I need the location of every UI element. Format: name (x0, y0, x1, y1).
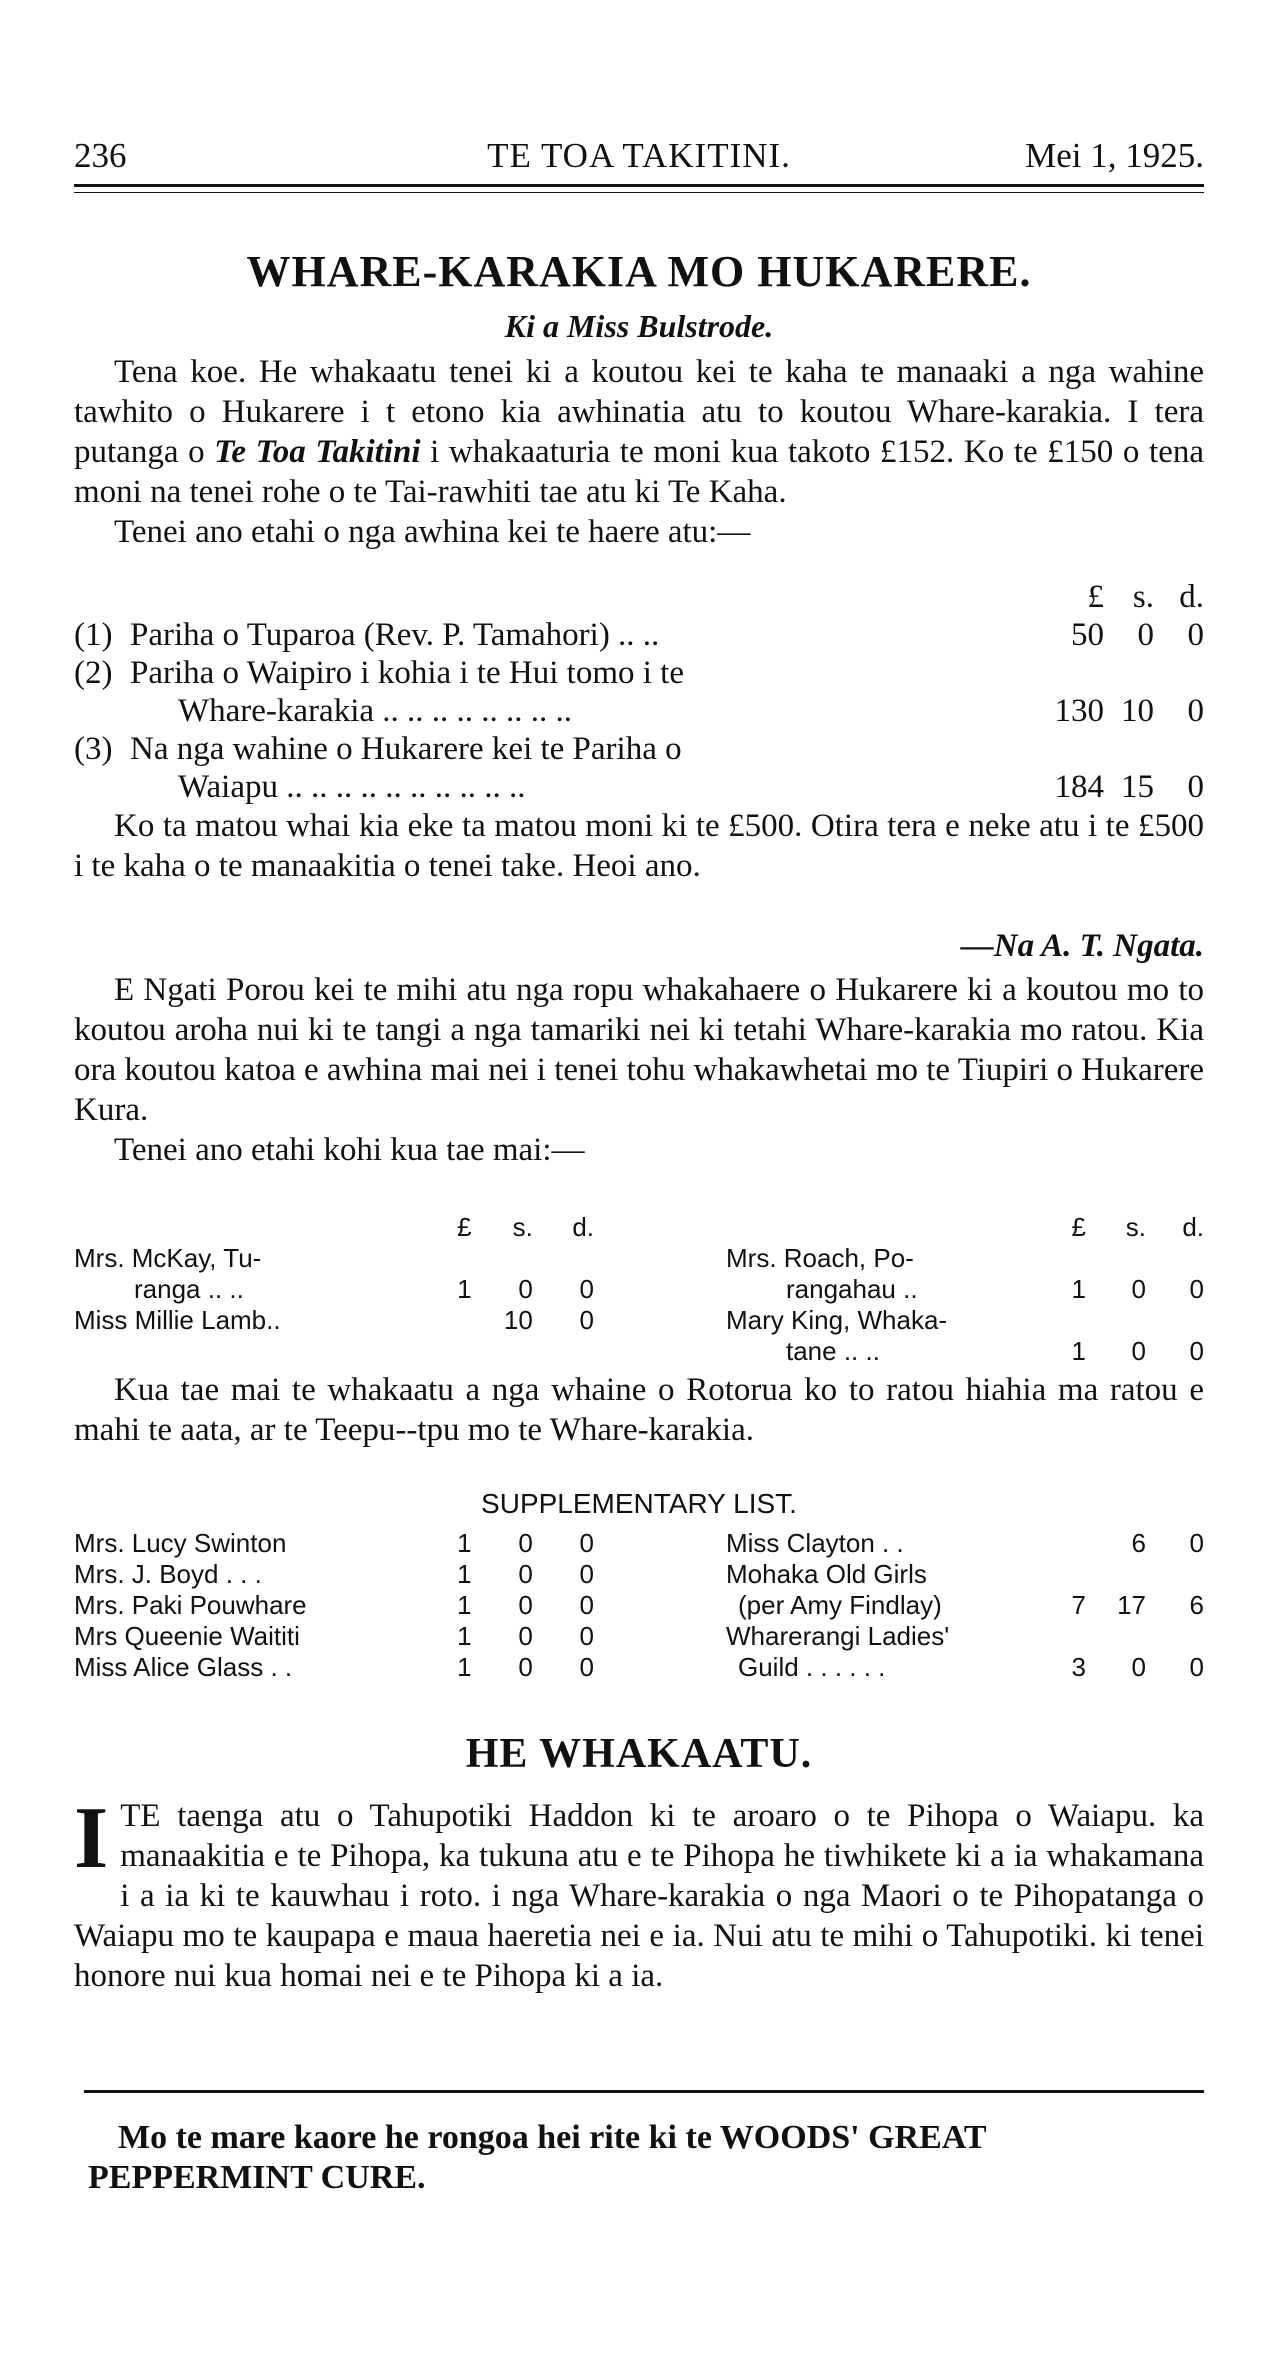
donation-row: Mrs. McKay, Tu- ranga .. .. 1 0 0 (74, 1243, 594, 1304)
header-rule-thin (74, 192, 1204, 193)
header-rule (74, 184, 1204, 187)
article2-text: TE taenga atu o Tahupotiki Haddon ki te aroaro o te Pihopa o Waiapu. ka manaakitia e te Pihopa, ka tukuna atu e te Pihopa he tiwhikete ki a ia whakamana i a ia ki te kauwhau i roto. i nga Whare-karakia o nga Maori o te Pihopatanga o Waiapu mo te kaupapa e maua haeretia nei e ia. Nui atu te mihi o Tahupotiki. ki tenei honore nui kua homai nei e te Pihopa ki a ia. (74, 1798, 1204, 1994)
article-body (74, 806, 1204, 886)
contribution-row: (1) Pariha o Tuparoa (Rev. P. Tamahori) .. .. 50 0 0 (74, 617, 1204, 653)
supplementary-right (726, 1528, 1204, 1683)
supplementary-row: Wharerangi Ladies' (726, 1621, 950, 1651)
donation-row: Mary King, Whaka- tane .. .. 1 0 0 (726, 1305, 1204, 1366)
supplementary-row: Mrs. Paki Pouwhare 1 0 0 (74, 1590, 594, 1620)
contribution-row: (2) Pariha o Waipiro i kohia i te Hui tomo i te Whare-karakia .. .. .. .. .. .. .. .. 130 10 0 (74, 655, 1204, 729)
article-subtitle: Ki a Miss Bulstrode. (504, 308, 774, 344)
supplementary-list-title: SUPPLEMENTARY LIST. (481, 1488, 797, 1519)
advertisement: Mo te mare kaore he rongoa hei rite ki te WOODS' GREAT PEPPERMINT CURE. (88, 2119, 986, 2196)
donation-row: Miss Millie Lamb.. 10 0 (74, 1305, 594, 1335)
article-body-3 (74, 1370, 1204, 1450)
section-rule (84, 2090, 1204, 2093)
supplementary-row: Guild . . . . . . 3 0 0 (738, 1652, 1204, 1682)
publication-name: Te Toa Takitini (214, 434, 421, 470)
donations-left: £ s. d. Mrs. McKay, Tu- ranga .. .. 1 0 0 Miss Millie Lamb.. 10 0 (74, 1212, 594, 1335)
contributions-table (74, 578, 1204, 806)
article-body-2 (74, 970, 1204, 1170)
contribution-row: (3) Na nga wahine o Hukarere kei te Pariha o Waiapu .. .. .. .. .. .. .. .. .. .. 184 15 0 (74, 731, 1204, 805)
paragraph-3: Ko ta matou whai kia eke ta matou moni ki te £500. Otira tera e neke atu i te £500 i te kaha o te manaakitia o tenei take. Heoi ano. (74, 808, 1204, 884)
article-title: WHARE-KARAKIA MO HUKARERE. (246, 247, 1032, 296)
article2-title: HE WHAKAATU. (465, 1731, 813, 1777)
supplementary-row: Mrs Queenie Waititi 1 0 0 (74, 1621, 594, 1651)
paragraph-6: Kua tae mai te whakaatu a nga whaine o Rotorua ko to ratou hiahia ma ratou e mahi te aata, ar te Teepu--tpu mo te Whare-karakia. (74, 1372, 1204, 1448)
supplementary-row: Miss Clayton . . 6 0 (726, 1528, 1204, 1558)
supplementary-left (74, 1528, 594, 1683)
publication-title: TE TOA TAKITINI. (487, 136, 791, 175)
donation-row: Mrs. Roach, Po- rangahau .. 1 0 0 (726, 1243, 1204, 1304)
article-intro (74, 352, 1204, 552)
page-number: 236 (74, 136, 127, 175)
paragraph-4: E Ngati Porou kei te mihi atu nga ropu whakahaere o Hukarere ki a koutou mo to koutou aroha nui ki te tangi a nga tamariki nei ki tetahi Whare-karakia mo ratou. Kia ora koutou katoa e awhina mai nei i tenei tohu whakawhetai mo te Tiupiri o Hukarere Kura. (74, 972, 1204, 1128)
supplementary-row: (per Amy Findlay) 7 17 6 (738, 1590, 1204, 1620)
supplementary-row: Mrs. Lucy Swinton 1 0 0 (74, 1528, 594, 1558)
issue-date: Mei 1, 1925. (1025, 136, 1204, 175)
page-header (74, 136, 1204, 186)
paragraph-1: Tena koe. He whakaatu tenei ki a koutou kei te kaha te manaaki a nga wahine tawhito o Hukarere i t etono kia awhinatia atu to koutou Whare-karakia. I tera putanga o Te Toa Takitini i whakaaturia te moni kua takoto £152. Ko te £150 o tena moni na tenei rohe o te Tai-rawhiti tae atu ki Te Kaha. (74, 354, 1205, 510)
signature: —Na A. T. Ngata. (960, 928, 1204, 964)
currency-header: £ s. d. (1087, 579, 1204, 615)
supplementary-row: Mrs. J. Boyd . . . 1 0 0 (74, 1559, 594, 1589)
paragraph-5: Tenei ano etahi kohi kua tae mai:— (114, 1132, 585, 1168)
supplementary-row: Miss Alice Glass . . 1 0 0 (74, 1652, 594, 1682)
supplementary-row: Mohaka Old Girls (726, 1559, 927, 1589)
article2-body (74, 1790, 1204, 1996)
paragraph-2: Tenei ano etahi o nga awhina kei te haere atu:— (114, 514, 751, 550)
drop-cap: I (74, 1790, 109, 1887)
donations-right: £ s. d. Mrs. Roach, Po- rangahau .. 1 0 0 Mary King, Whaka- tane .. .. 1 0 0 (726, 1212, 1204, 1366)
